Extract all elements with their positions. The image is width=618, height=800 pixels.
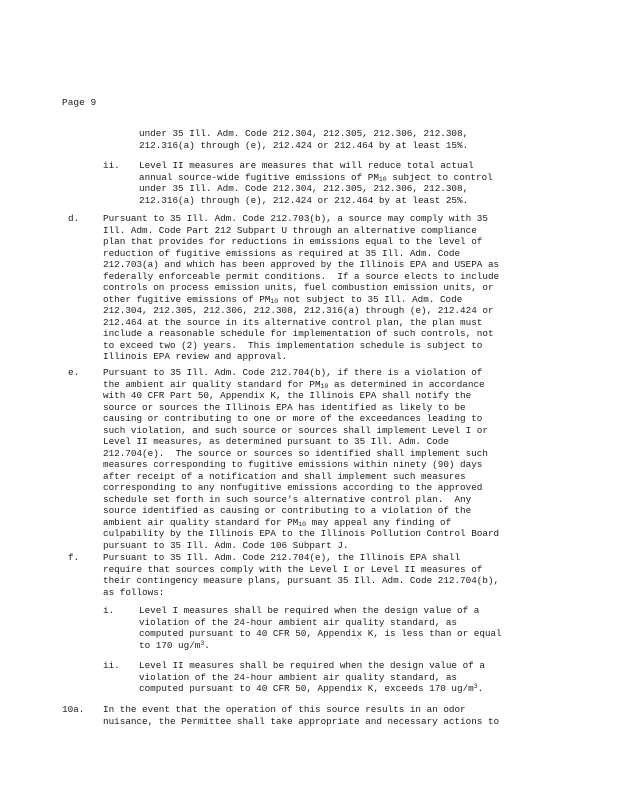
text-line: such violation, and such source or sources shall implement Level I or — [103, 424, 488, 436]
page-label: Page 9 — [62, 97, 97, 108]
text-line: ambient air quality standard for $PM_{10}$ may appeal any finding of — [103, 516, 452, 528]
text-line: Level II measures are measures that will reduce total actual — [139, 160, 474, 171]
text-line: federally enforceable permit conditions. If a source elects to include — [103, 270, 500, 282]
text-line: as follows: — [103, 586, 165, 598]
text-line: source or sources the Illinois EPA has identified as likely to be — [103, 401, 466, 413]
text-line: corresponding to any nonfugitive emissions according to the approved — [103, 482, 483, 493]
text-line: include a reasonable schedule for implementation of such controls, not — [103, 328, 494, 339]
text-line: Level II measures shall be required when the design value of a — [139, 660, 485, 671]
text-line: schedule set forth in such source's alternative control plan. Any — [103, 493, 472, 505]
list-marker: i. — [103, 605, 115, 616]
text-line: the ambient air quality standard for $PM_{10}$ as determined in accordance — [103, 378, 485, 390]
text-line: plan that provides for reductions in emissions equal to the level of — [103, 236, 483, 247]
text-line: source identified as causing or contributing to a violation of the — [103, 505, 472, 516]
text-line: 212.704(e). The source or sources so identified shall implement such — [103, 447, 488, 459]
text-line: In the event that the operation of this source results in an odor — [103, 704, 466, 715]
text-line: Level I measures shall be required when the design value of a — [139, 605, 480, 616]
text-line: Ill. Adm. Code Part 212 Subpart U through an alternative compliance — [103, 224, 477, 236]
text-line: reduction of fugitive emissions as required at 35 Ill. Adm. Code — [103, 247, 461, 259]
text-line: under 35 Ill. Adm. Code 212.304, 212.305, 212.306, 212.308, — [139, 183, 469, 194]
text-line: annual source-wide fugitive emissions of $PM_{10}$ subject to control — [139, 171, 493, 183]
list-marker: d. — [68, 213, 80, 224]
text-line: measures corresponding to fugitive emissions within ninety (90) days — [103, 459, 483, 470]
text-line: nuisance, the Permittee shall take appropriate and necessary actions to — [103, 715, 500, 727]
text-line: Pursuant to 35 Ill. Adm. Code 212.704(e), the Illinois EPA shall — [103, 552, 461, 563]
text-line: require that sources comply with the Level I or Level II measures of — [103, 563, 483, 575]
text-line: causing or contributing to one or more of the exceedances leading to — [103, 413, 483, 424]
list-marker: ii. — [103, 160, 120, 171]
text-line: culpability by the Illinois EPA to the Illinois Pollution Control Board — [103, 528, 500, 539]
text-line: computed pursuant to 40 CFR 50, Appendix K, is less than or equal — [139, 628, 502, 639]
text-line: 212.316(a) through (e), 212.424 or 212.464 by at least 15%. — [139, 139, 469, 151]
list-marker: f. — [68, 552, 80, 563]
text-line: other fugitive emissions of $PM_{10}$ not subject to 35 Ill. Adm. Code — [103, 293, 463, 305]
text-line: 212.304, 212.305, 212.306, 212.308, 212.316(a) through (e), 212.424 or — [103, 305, 494, 316]
text-line: violation of the 24-hour ambient air quality standard, as — [139, 671, 458, 683]
text-line: violation of the 24-hour ambient air quality standard, as — [139, 616, 458, 628]
text-line: with 40 CFR Part 50, Appendix K, the Illinois EPA shall notify the — [103, 390, 472, 401]
text-line: 212.316(a) through (e), 212.424 or 212.464 by at least 25%. — [139, 194, 469, 206]
text-line: Pursuant to 35 Ill. Adm. Code 212.703(b), a source may comply with 35 — [103, 213, 488, 224]
text-line: to exceed two (2) years. This implementation schedule is subject to — [103, 339, 483, 351]
text-line: Illinois EPA review and approval. — [103, 351, 288, 362]
text-line: Pursuant to 35 Ill. Adm. Code 212.704(b), if there is a violation of — [103, 367, 483, 378]
text-line: 212.703(a) and which has been approved by the Illinois EPA and USEPA as — [103, 259, 500, 270]
text-line: their contingency measure plans, pursuant 35 Ill. Adm. Code 212.704(b), — [103, 575, 500, 586]
list-marker: e. — [68, 367, 80, 378]
text-line: Level II measures, as determined pursuant to 35 Ill. Adm. Code — [103, 436, 449, 447]
text-line: under 35 Ill. Adm. Code 212.304, 212.305, 212.306, 212.308, — [139, 128, 469, 139]
text-line: after receipt of a notification and shall implement such measures — [103, 470, 466, 482]
list-marker: 10a. — [62, 704, 85, 715]
text-line: computed pursuant to 40 CFR 50, Appendix K, exceeds 170 $ug/m^3$. — [139, 683, 484, 694]
text-line: to 170 $ug/m^3$. — [139, 639, 210, 651]
text-line: pursuant to 35 Ill. Adm. Code 106 Subpart J. — [103, 539, 349, 551]
text-line: controls on process emission units, fuel combustion emission units, or — [103, 282, 494, 293]
list-marker: ii. — [103, 660, 120, 671]
text-line: 212.464 at the source in its alternative control plan, the plan must — [103, 316, 483, 328]
